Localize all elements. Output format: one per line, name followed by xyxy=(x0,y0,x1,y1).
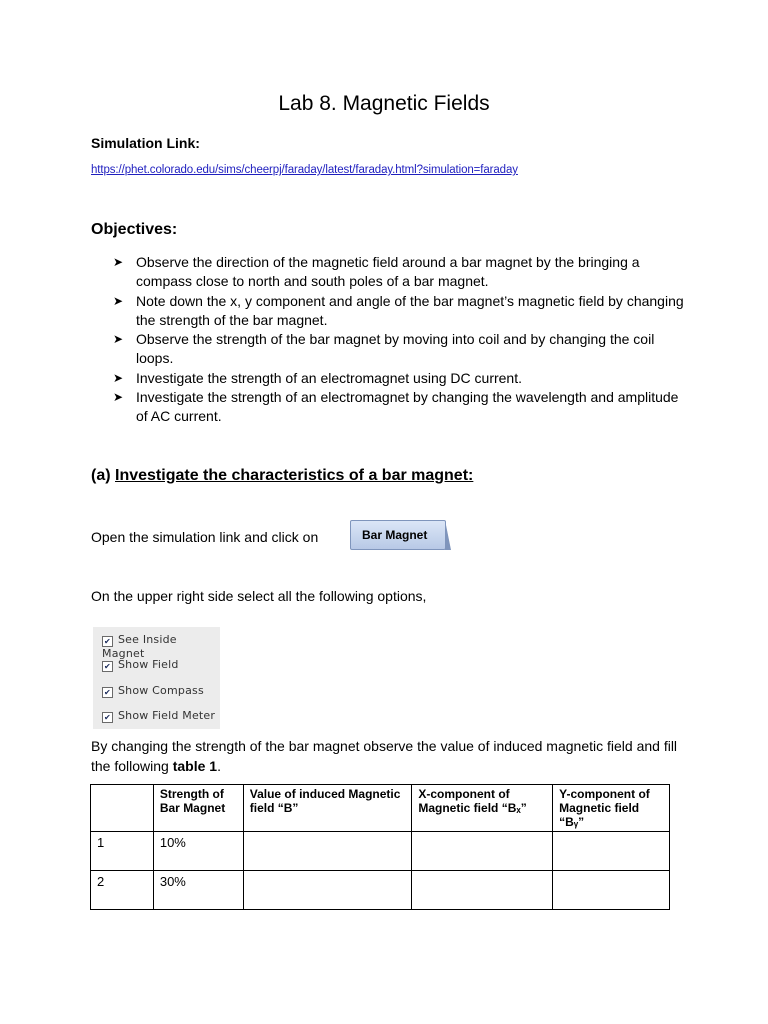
options-panel xyxy=(93,627,220,729)
table-cell: 2 xyxy=(91,871,154,910)
table-row xyxy=(91,871,670,910)
section-a-prefix: (a) xyxy=(91,467,111,484)
objectives-heading: Objectives: xyxy=(91,221,178,238)
checkbox-checked-icon[interactable]: ✔ xyxy=(102,687,113,698)
simulation-link[interactable]: https://phet.colorado.edu/sims/cheerpj/faraday/latest/faraday.html?simulation=faraday xyxy=(91,164,518,176)
table-cell[interactable] xyxy=(412,871,553,910)
open-instruction: Open the simulation link and click on xyxy=(91,529,319,545)
tab-edge-icon xyxy=(445,520,451,550)
table-cell[interactable] xyxy=(243,832,412,871)
header-cell: Y-component of Magnetic field “Bᵧ” xyxy=(553,785,670,832)
arrow-bullet-icon: ➤ xyxy=(113,370,124,385)
page-title: Lab 8. Magnetic Fields xyxy=(278,92,490,115)
bar-magnet-button-label: Bar Magnet xyxy=(362,528,428,542)
section-a-title: Investigate the characteristics of a bar magnet: xyxy=(115,467,474,484)
table-cell[interactable] xyxy=(553,871,670,910)
table-row xyxy=(91,832,670,871)
option-show-field[interactable]: ✔ Show Field xyxy=(102,658,179,672)
select-instruction: On the upper right side select all the following options, xyxy=(91,588,427,604)
table-cell: 10% xyxy=(153,832,243,871)
objective-item: ➤ Investigate the strength of an electromagnet by changing the wavelength and amplitude of AC current. xyxy=(113,389,679,425)
arrow-bullet-icon: ➤ xyxy=(113,390,124,405)
checkbox-checked-icon[interactable]: ✔ xyxy=(102,712,113,723)
arrow-bullet-icon: ➤ xyxy=(113,332,124,347)
objective-item: ➤ Observe the direction of the magnetic field around a bar magnet by the bringing a compass close to north and south poles of a bar magnet. xyxy=(113,254,640,290)
simulation-link-label: Simulation Link: xyxy=(91,135,200,151)
option-show-field-meter[interactable]: ✔ Show Field Meter xyxy=(102,709,215,723)
header-cell: Strength of Bar Magnet xyxy=(153,785,243,832)
table-reference: table 1 xyxy=(172,757,218,774)
checkbox-checked-icon[interactable]: ✔ xyxy=(102,636,113,647)
header-cell xyxy=(91,785,154,832)
table-cell: 1 xyxy=(91,832,154,871)
table-cell[interactable] xyxy=(553,832,670,871)
header-cell: Value of induced Magnetic field “B” xyxy=(243,785,412,832)
table-header-row xyxy=(91,785,670,832)
header-cell: X-component of Magnetic field “Bₓ” xyxy=(412,785,553,832)
checkbox-checked-icon[interactable]: ✔ xyxy=(102,661,113,672)
table-cell: 30% xyxy=(153,871,243,910)
option-show-compass[interactable]: ✔ Show Compass xyxy=(102,684,204,698)
table-cell[interactable] xyxy=(412,832,553,871)
objective-item: ➤ Investigate the strength of an electromagnet using DC current. xyxy=(113,369,688,388)
bar-magnet-button[interactable] xyxy=(350,520,446,550)
table-cell[interactable] xyxy=(243,871,412,910)
arrow-bullet-icon: ➤ xyxy=(113,293,124,308)
option-see-inside-magnet[interactable]: ✔ See Inside Magnet xyxy=(102,633,177,660)
section-a-heading xyxy=(91,467,473,485)
objective-item: ➤ Observe the strength of the bar magnet by moving into coil and by changing the coil loops. xyxy=(113,331,655,367)
objective-item: ➤ Note down the x, y component and angle of the bar magnet’s magnetic field by changing the strength of the bar magnet. xyxy=(113,292,684,328)
objectives-list xyxy=(113,253,688,427)
table-1 xyxy=(90,784,670,910)
arrow-bullet-icon: ➤ xyxy=(113,255,124,269)
table-instruction: By changing the strength of the bar magnet observe the value of induced magnetic field and fill the following table 1. xyxy=(91,738,678,774)
